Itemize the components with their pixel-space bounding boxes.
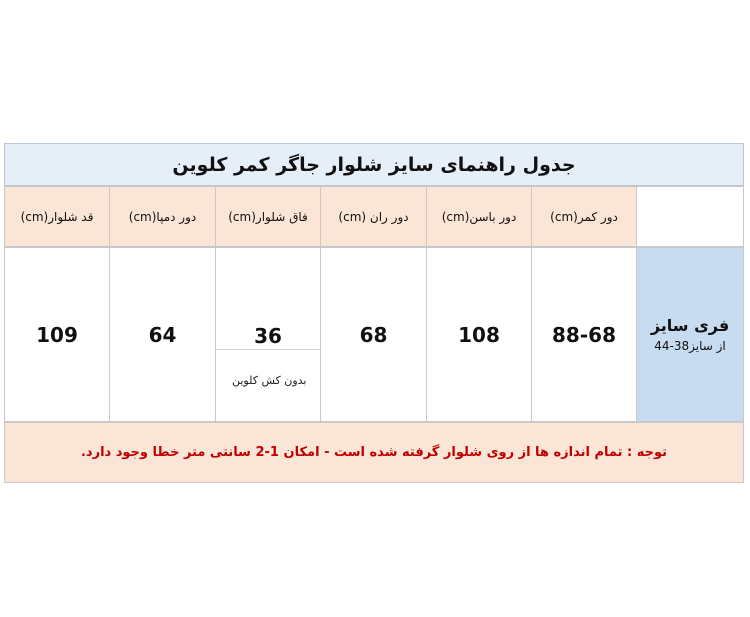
- value-hip: 108: [426, 247, 532, 422]
- table-title: جدول راهنمای سایز شلوار جاگر کمر کلوین: [4, 143, 744, 186]
- header-waist: دور کمر(cm): [531, 186, 637, 247]
- header-thigh: دور ران (cm): [320, 186, 427, 247]
- crotch-note: بدون کش کلوین: [232, 374, 307, 387]
- crotch-divider: [216, 349, 320, 350]
- header-crotch: فاق شلوار(cm): [215, 186, 321, 247]
- size-label: فری سایز: [650, 316, 730, 335]
- header-hip: دور باسن(cm): [426, 186, 532, 247]
- value-length: 109: [4, 247, 110, 422]
- header-length: قد شلوار(cm): [4, 186, 110, 247]
- value-waist: 88-68: [531, 247, 637, 422]
- value-crotch-number: 36: [254, 324, 282, 348]
- value-thigh: 68: [320, 247, 427, 422]
- size-guide-table: [4, 143, 744, 483]
- header-hem: دور دمپا(cm): [109, 186, 216, 247]
- size-range: از سایز38-44: [654, 339, 726, 353]
- size-cell: [636, 247, 744, 422]
- size-header-blank: [636, 186, 744, 247]
- value-hem: 64: [109, 247, 216, 422]
- disclaimer-note: توجه : تمام اندازه ها از روی شلوار گرفته شده است - امکان 1-2 سانتی متر خطا وجود دارد.: [4, 422, 744, 483]
- value-crotch: [215, 247, 321, 422]
